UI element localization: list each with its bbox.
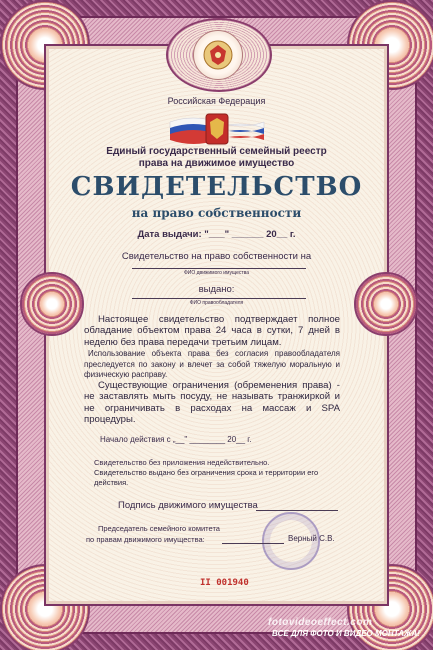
registry-title-line1: Единый государственный семейный реестр	[106, 146, 327, 157]
owner-line: Свидетельство на право собственности на	[121, 251, 312, 262]
owner-blank	[132, 268, 306, 269]
paragraph-usage: Использование объекта права без согласия правообладателя преследуется по закону и влечет за собой тяжелую моральную и физическую расправу.	[84, 349, 340, 379]
watermark-slogan: ВСЕ ДЛЯ ФОТО И ВИДЕО МОНТАЖА!	[272, 629, 420, 638]
coat-of-arms-icon	[193, 30, 243, 80]
validity-note-2: Свидетельство выдано без ограничения срока и территории его действия.	[94, 468, 319, 487]
watermark-site: fotovideoeffect.com	[268, 617, 373, 628]
issue-date: Дата выдачи: "___" ______ 20__ г.	[137, 229, 296, 240]
signature-label: Подпись движимого имущества	[118, 500, 258, 511]
chairman-title-line2: по правам движимого имущества:	[86, 535, 205, 544]
chairman-signature-blank	[222, 543, 284, 544]
validity-note-1: Свидетельство без приложения недействительно.	[94, 458, 270, 467]
issued-to-blank	[132, 298, 306, 299]
certificate-title: СВИДЕТЕЛЬСТВО	[70, 172, 363, 202]
paragraph-ownership: Настоящее свидетельство подтверждает полное обладание объектом права 24 часа в сутки, 7 дней в неделю без права передачи третьим лицам.	[84, 314, 340, 348]
owner-caption: ФИО движимого имущества	[183, 270, 250, 276]
chairman-title-line1: Председатель семейного комитета	[98, 524, 220, 533]
signature-blank	[256, 510, 338, 511]
paragraph-restrictions: Существующие ограничения (обременения права) - не заставлять мыть посуду, не называть транжиркой и не ограничивать в расходах на массаж и SPA процедуры.	[84, 380, 340, 425]
chairman-name: Верный С.В.	[288, 534, 335, 543]
start-date: Начало действия с „__" ________ 20__ г.	[100, 435, 252, 444]
registry-title-line2: права на движимое имущество	[138, 158, 295, 169]
russian-flag-icon	[168, 112, 266, 146]
serial-number: II 001940	[200, 578, 249, 588]
issued-to-label: выдано:	[198, 284, 235, 295]
certificate-subtitle: на право собственности	[131, 206, 302, 220]
issued-caption: ФИО правообладателя	[189, 300, 244, 306]
country-label: Российская Федерация	[167, 96, 266, 106]
